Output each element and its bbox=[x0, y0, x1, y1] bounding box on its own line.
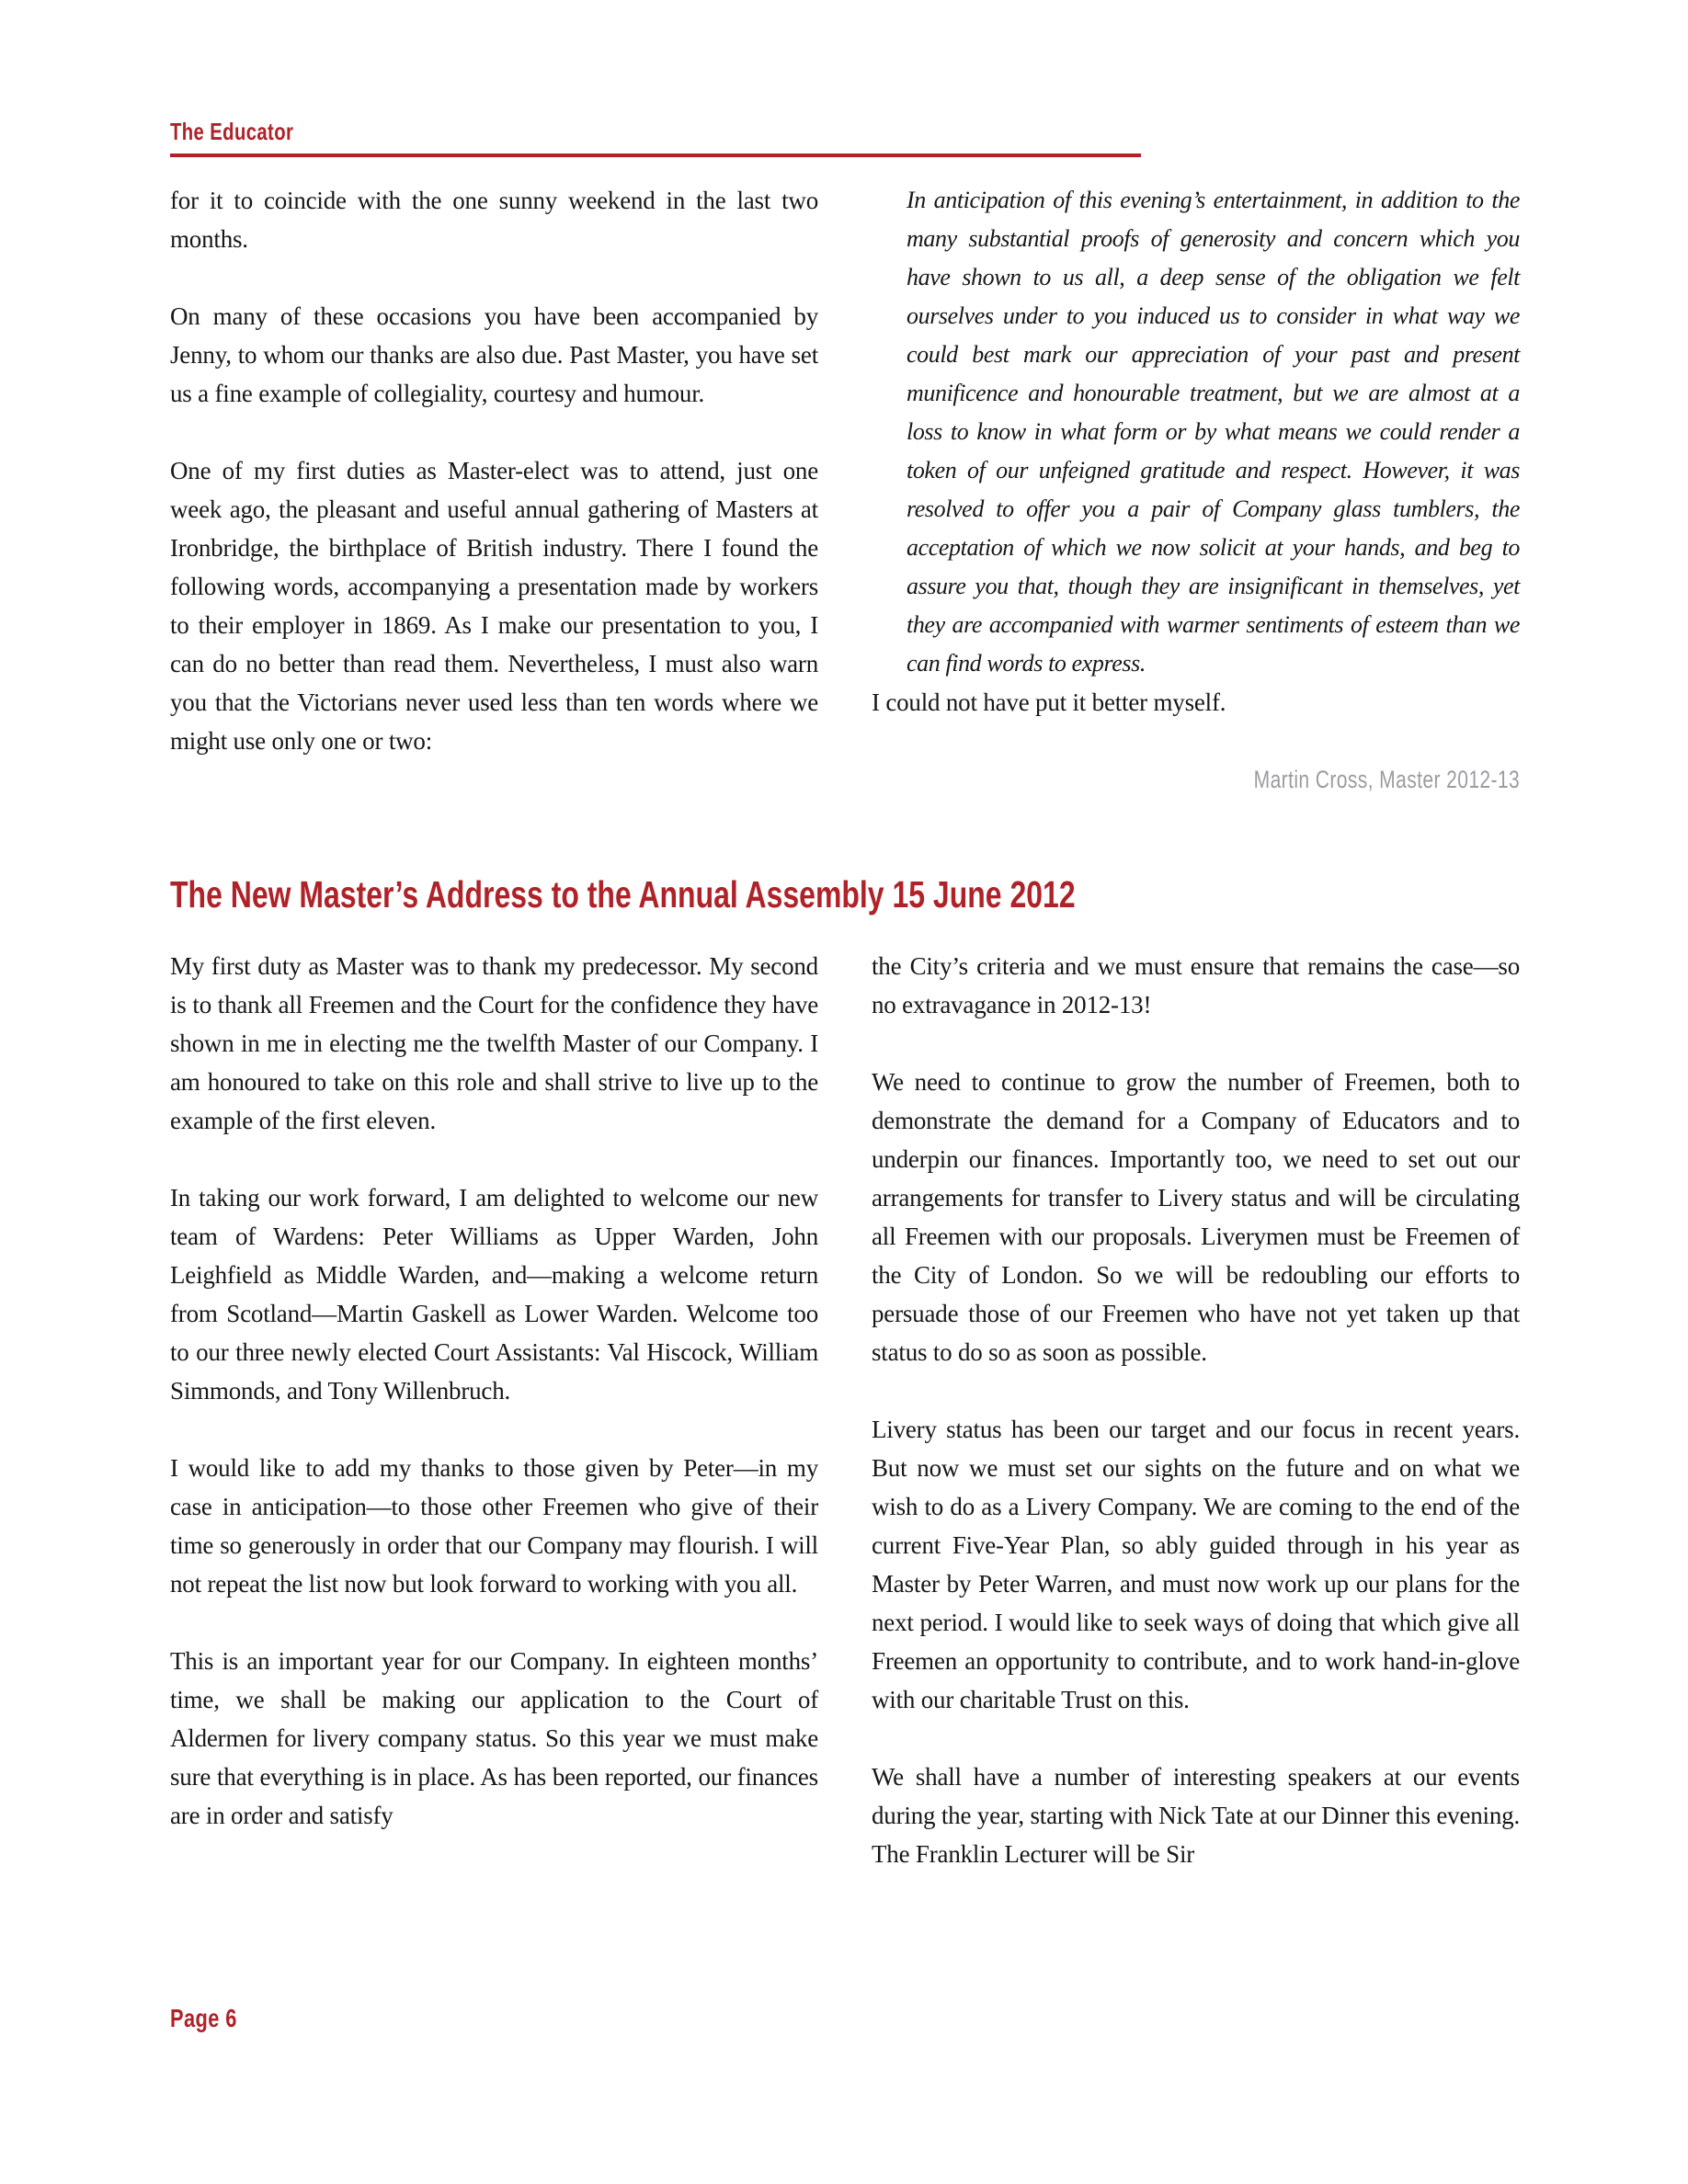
section-heading-text: The New Master’s Address to the Annual Assembly 15 June 2012 bbox=[170, 873, 1076, 916]
body-paragraph: We shall have a number of interesting speakers at our events during the year, starting with Nick Tate at our Dinner this evening. The Franklin Lecturer will be Sir bbox=[872, 1763, 1520, 1868]
section-heading bbox=[170, 873, 1330, 916]
body-paragraph: One of my first duties as Master-elect was to attend, just one week ago, the pleasant and useful annual gathering of Masters at Ironbridge, the birthplace of British industry. There I found the following words, accompanying a presentation made by workers to their employer in 1869. As I make our presentation to you, I can do no better than read them. Nevertheless, I must also warn you that the Victorians never used less than ten words where we might use only one or two: bbox=[170, 457, 818, 755]
body-paragraph: Livery status has been our target and our focus in recent years. But now we must set our sights on the future and on what we wish to do as a Livery Company. We are coming to the end of the current Five-Year Plan, so ably guided through in his year as Master by Peter Warren, and must now work up our plans for the next period. I would like to seek ways of doing that which give all Freemen an opportunity to contribute, and to work hand-in-glove with our charitable Trust on this. bbox=[872, 1416, 1520, 1713]
right-column bbox=[872, 181, 1520, 799]
page-footer bbox=[170, 2004, 256, 2033]
victorian-quote-paragraph: In anticipation of this evening’s entertainment, in addition to the many substantial proofs of generosity and concern which you have shown to us all, a deep sense of the obligation we felt ourselves under to you induced us to consider in what way we could best mark our appreciation of your past and present munificence and honourable treatment, but we are almost at a loss to know in what form or by what means we could render a token of our unfeigned gratitude and respect. However, it was resolved to offer you a pair of Company glass tumblers, the acceptation of which we now solicit at your hands, and beg to assure you that, though they are insignificant in themselves, yet they are accompanied with warmer sentiments of esteem than we can find words to express. bbox=[907, 187, 1520, 677]
quote-comment: I could not have put it better myself. bbox=[872, 688, 1226, 716]
left-column bbox=[170, 181, 818, 799]
body-paragraph: for it to coincide with the one sunny weekend in the last two months. bbox=[170, 187, 818, 253]
attribution-line bbox=[872, 760, 1520, 799]
body-paragraph: My first duty as Master was to thank my predecessor. My second is to thank all Freemen and the Court for the confidence they have shown in me in electing me the twelfth Master of our Company. I am honoured to take on this role and shall strive to live up to the example of the first eleven. bbox=[170, 952, 818, 1134]
body-paragraph: This is an important year for our Company. In eighteen months’ time, we shall be making our application to the Court of Aldermen for livery company status. So this year we must make sure that everything is in place. As has been reported, our finances are in order and satisfy bbox=[170, 1647, 818, 1829]
attribution-text: Martin Cross, Master 2012-13 bbox=[1253, 766, 1520, 793]
body-paragraph: We need to continue to grow the number of Freemen, both to demonstrate the demand for a Company of Educators and to underpin our finances. Importantly too, we need to set out our arrangements for transfer to Livery status and will be circulating all Freemen with our proposals. Liverymen must be Freemen of the City of London. So we will be redoubling our efforts to persuade those of our Freemen who have not yet taken up that status to do so as soon as possible. bbox=[872, 1068, 1520, 1366]
left-column bbox=[170, 947, 818, 1912]
page-header-title: The Educator bbox=[170, 118, 294, 145]
right-column bbox=[872, 947, 1520, 1912]
body-paragraph: I would like to add my thanks to those given by Peter—in my case in anticipation—to those other Freemen who give of their time so generously in order that our Company may flourish. I will not repeat the list now but look forward to working with you all. bbox=[170, 1454, 818, 1598]
body-paragraph: the City’s criteria and we must ensure that remains the case—so no extravagance in 2012-13! bbox=[872, 952, 1520, 1018]
body-paragraph: In taking our work forward, I am delighted to welcome our new team of Wardens: Peter Williams as Upper Warden, John Leighfield as Middle Warden, and—making a welcome return from Scotland—Martin Gaskell as Lower Warden. Welcome too to our three newly elected Court Assistants: Val Hiscock, William Simmonds, and Tony Willenbruch. bbox=[170, 1184, 818, 1405]
header-rule bbox=[170, 154, 1141, 157]
masthead bbox=[170, 118, 328, 146]
body-paragraph: On many of these occasions you have been accompanied by Jenny, to whom our thanks are also due. Past Master, you have set us a fine example of collegiality, courtesy and humour. bbox=[170, 302, 818, 407]
section-masters-letter bbox=[170, 181, 1520, 799]
page-number: Page 6 bbox=[170, 2004, 237, 2032]
section-new-masters-address bbox=[170, 947, 1520, 1912]
